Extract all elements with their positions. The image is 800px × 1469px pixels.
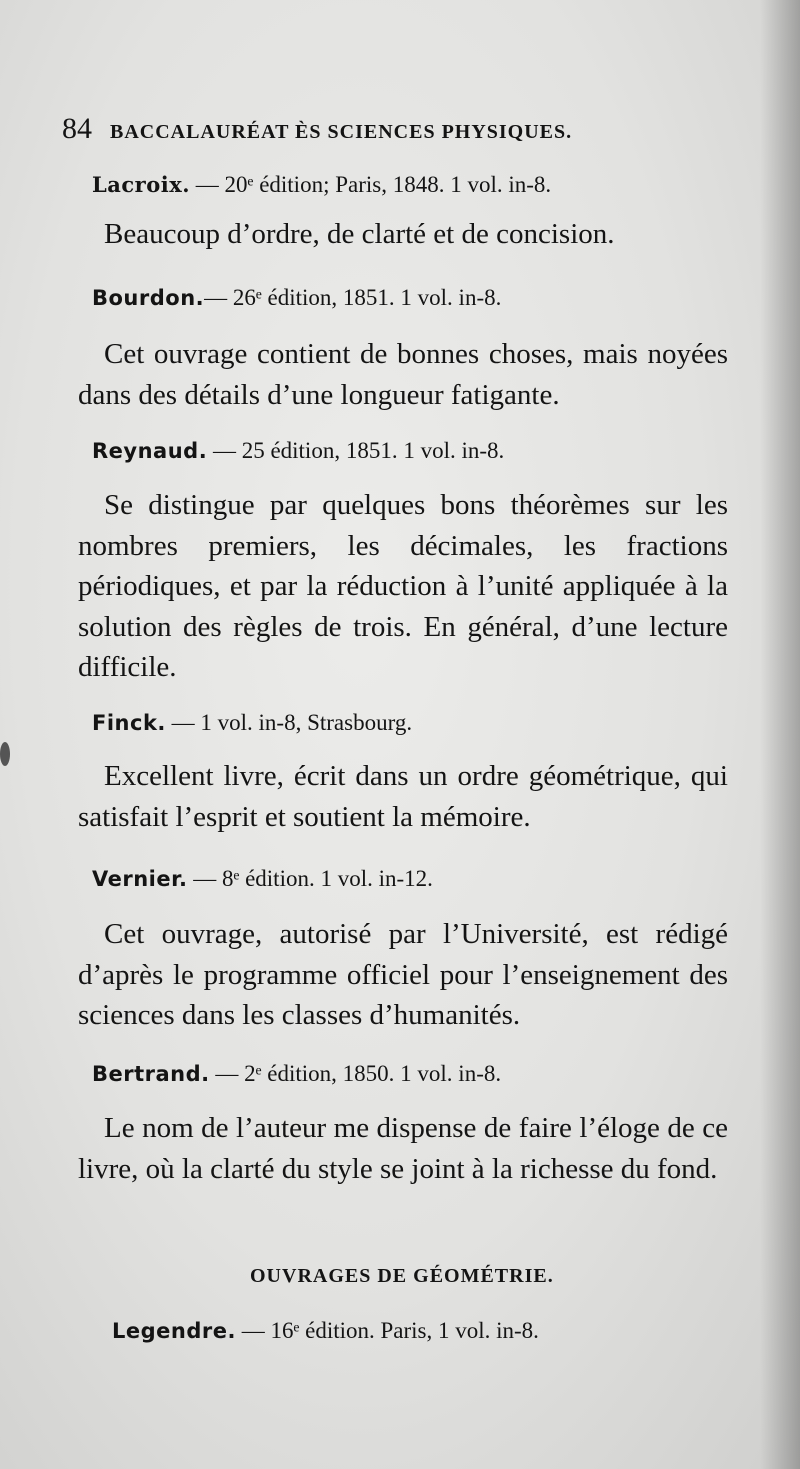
edition-details: — 8ᵉ édition. 1 vol. in-12. [187, 866, 433, 891]
entry-heading-finck [92, 710, 412, 736]
review-lacroix: Beaucoup d’ordre, de clarté et de concision. [104, 218, 615, 250]
entry-heading-vernier [92, 866, 433, 892]
edition-details: — 25 édition, 1851. 1 vol. in-8. [207, 438, 505, 463]
section-title: OUVRAGES DE GÉOMÉTRIE. [250, 1265, 554, 1287]
review-bertrand: Le nom de l’auteur me dispense de faire l’éloge de ce livre, où la clarté du style se joint à la richesse du fond. [78, 1112, 728, 1185]
edition-details: — 1 vol. in-8, Strasbourg. [165, 710, 413, 735]
author-name: Bertrand. [92, 1062, 210, 1086]
page-header [62, 112, 682, 146]
author-name: Reynaud. [92, 439, 208, 463]
entry-heading-lacroix [92, 172, 551, 198]
entry-heading-reynaud [92, 438, 504, 464]
review-bourdon: Cet ouvrage contient de bonnes choses, mais noyées dans des détails d’une longueur fatigante. [78, 338, 728, 411]
entry-heading-legendre [112, 1318, 539, 1344]
edition-details: — 20ᵉ édition; Paris, 1848. 1 vol. in-8. [190, 172, 552, 197]
author-name: Bourdon. [92, 286, 205, 310]
author-name: Finck. [92, 711, 166, 735]
review-reynaud: Se distingue par quelques bons théorèmes sur les nombres premiers, les décimales, les fractions périodiques, et par la réduction à l’unité appliquée à la solution des règles de trois. En général, d’une lecture difficile. [78, 489, 728, 683]
entry-heading-bertrand [92, 1061, 501, 1087]
entry-heading-bourdon [92, 285, 501, 311]
author-name: Vernier. [92, 867, 188, 891]
author-name: Lacroix. [92, 172, 191, 197]
author-name: Legendre. [112, 1319, 236, 1343]
page-number: 84 [62, 112, 92, 145]
edition-details: — 2ᵉ édition, 1850. 1 vol. in-8. [209, 1061, 502, 1086]
ink-spot [0, 742, 10, 766]
review-finck: Excellent livre, écrit dans un ordre géométrique, qui satisfait l’esprit et soutient la mémoire. [78, 760, 728, 833]
edition-details: — 26ᵉ édition, 1851. 1 vol. in-8. [204, 285, 502, 310]
running-title: BACCALAURÉAT ÈS SCIENCES PHYSIQUES. [110, 121, 573, 143]
review-vernier: Cet ouvrage, autorisé par l’Université, est rédigé d’après le programme officiel pour l’enseignement des sciences dans les classes d’humanités. [78, 918, 728, 1031]
edition-details: — 16ᵉ édition. Paris, 1 vol. in-8. [235, 1318, 539, 1343]
